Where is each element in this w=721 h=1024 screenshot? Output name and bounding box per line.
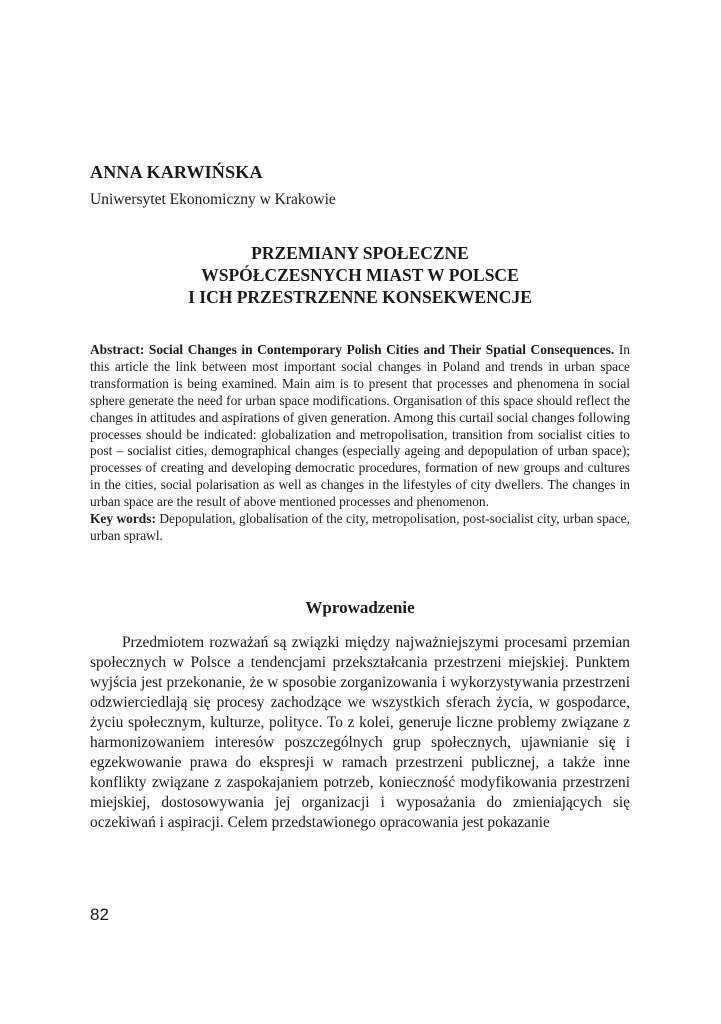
abstract-label: Abstract: Social Changes in Contemporary Polish Cities and Their Spatial Consequences. xyxy=(90,342,615,357)
abstract-paragraph xyxy=(90,342,630,511)
title-line-1: PRZEMIANY SPOŁECZNE xyxy=(251,243,469,263)
page-number: 82 xyxy=(90,905,109,924)
abstract-block xyxy=(90,342,630,545)
title-line-2: WSPÓŁCZESNYCH MIAST W POLSCE xyxy=(201,265,519,285)
author-name: ANNA KARWIŃSKA xyxy=(90,162,263,182)
section-heading: Wprowadzenie xyxy=(305,597,415,617)
body-text xyxy=(90,633,630,833)
keywords-text: Depopulation, globalisation of the city, metropolisation, post-socialist city, urban space, urban sprawl. xyxy=(90,511,630,543)
page-content xyxy=(90,160,630,833)
title-line-3: I ICH PRZESTRZENNE KONSEKWENCJE xyxy=(188,287,532,307)
author-affiliation: Uniwersytet Ekonomiczny w Krakowie xyxy=(90,191,336,208)
keywords-label: Key words: xyxy=(90,511,156,527)
body-paragraph: Przedmiotem rozważań są związki między najważniejszymi procesami przemian społecznych w Polsce a tendencjami przekształcania przestrzeni miejskiej. Punktem wyjścia jest przekonanie, że w sposobie zorganizowania i wykorzystywania przestrzeni odzwierciedlają się procesy zachodzące we wszystkich sferach życia, w gospodarce, życiu społecznym, kulturze, polityce. To z kolei, generuje liczne problemy związane z harmonizowaniem interesów poszczególnych grup społecznych, ujawnianie się i egzekwowanie prawa do ekspresji w ramach przestrzeni publicznej, a także inne konflikty związane z zaspokajaniem potrzeb, konieczność modyfikowania przestrzeni miejskiej, dostosowywania jej organizacji i wyposażania do zmieniających się oczekiwań i aspiracji. Celem przedstawionego opracowania jest pokazanie xyxy=(90,633,630,831)
keywords-paragraph xyxy=(90,511,630,545)
article-title xyxy=(90,242,630,308)
abstract-text: In this article the link between most important social changes in Poland and trends in urban space transformation is being examined. Main aim is to present that processes and phenomena in social sphere generate the need for urban space modifications. Organisation of this space should reflect the changes in attitudes and aspirations of given generation. Among this curtail social changes following processes should be indicated: globalization and metropolisation, transition from socialist cities to post – socialist cities, demographical changes (especially ageing and depopulation of urban space); processes of creating and developing democratic procedures, formation of new groups and cultures in the cities, social polarisation as well as changes in the lifestyles of city dwellers. The changes in urban space are the result of above mentioned processes and phenomenon. xyxy=(90,342,630,510)
